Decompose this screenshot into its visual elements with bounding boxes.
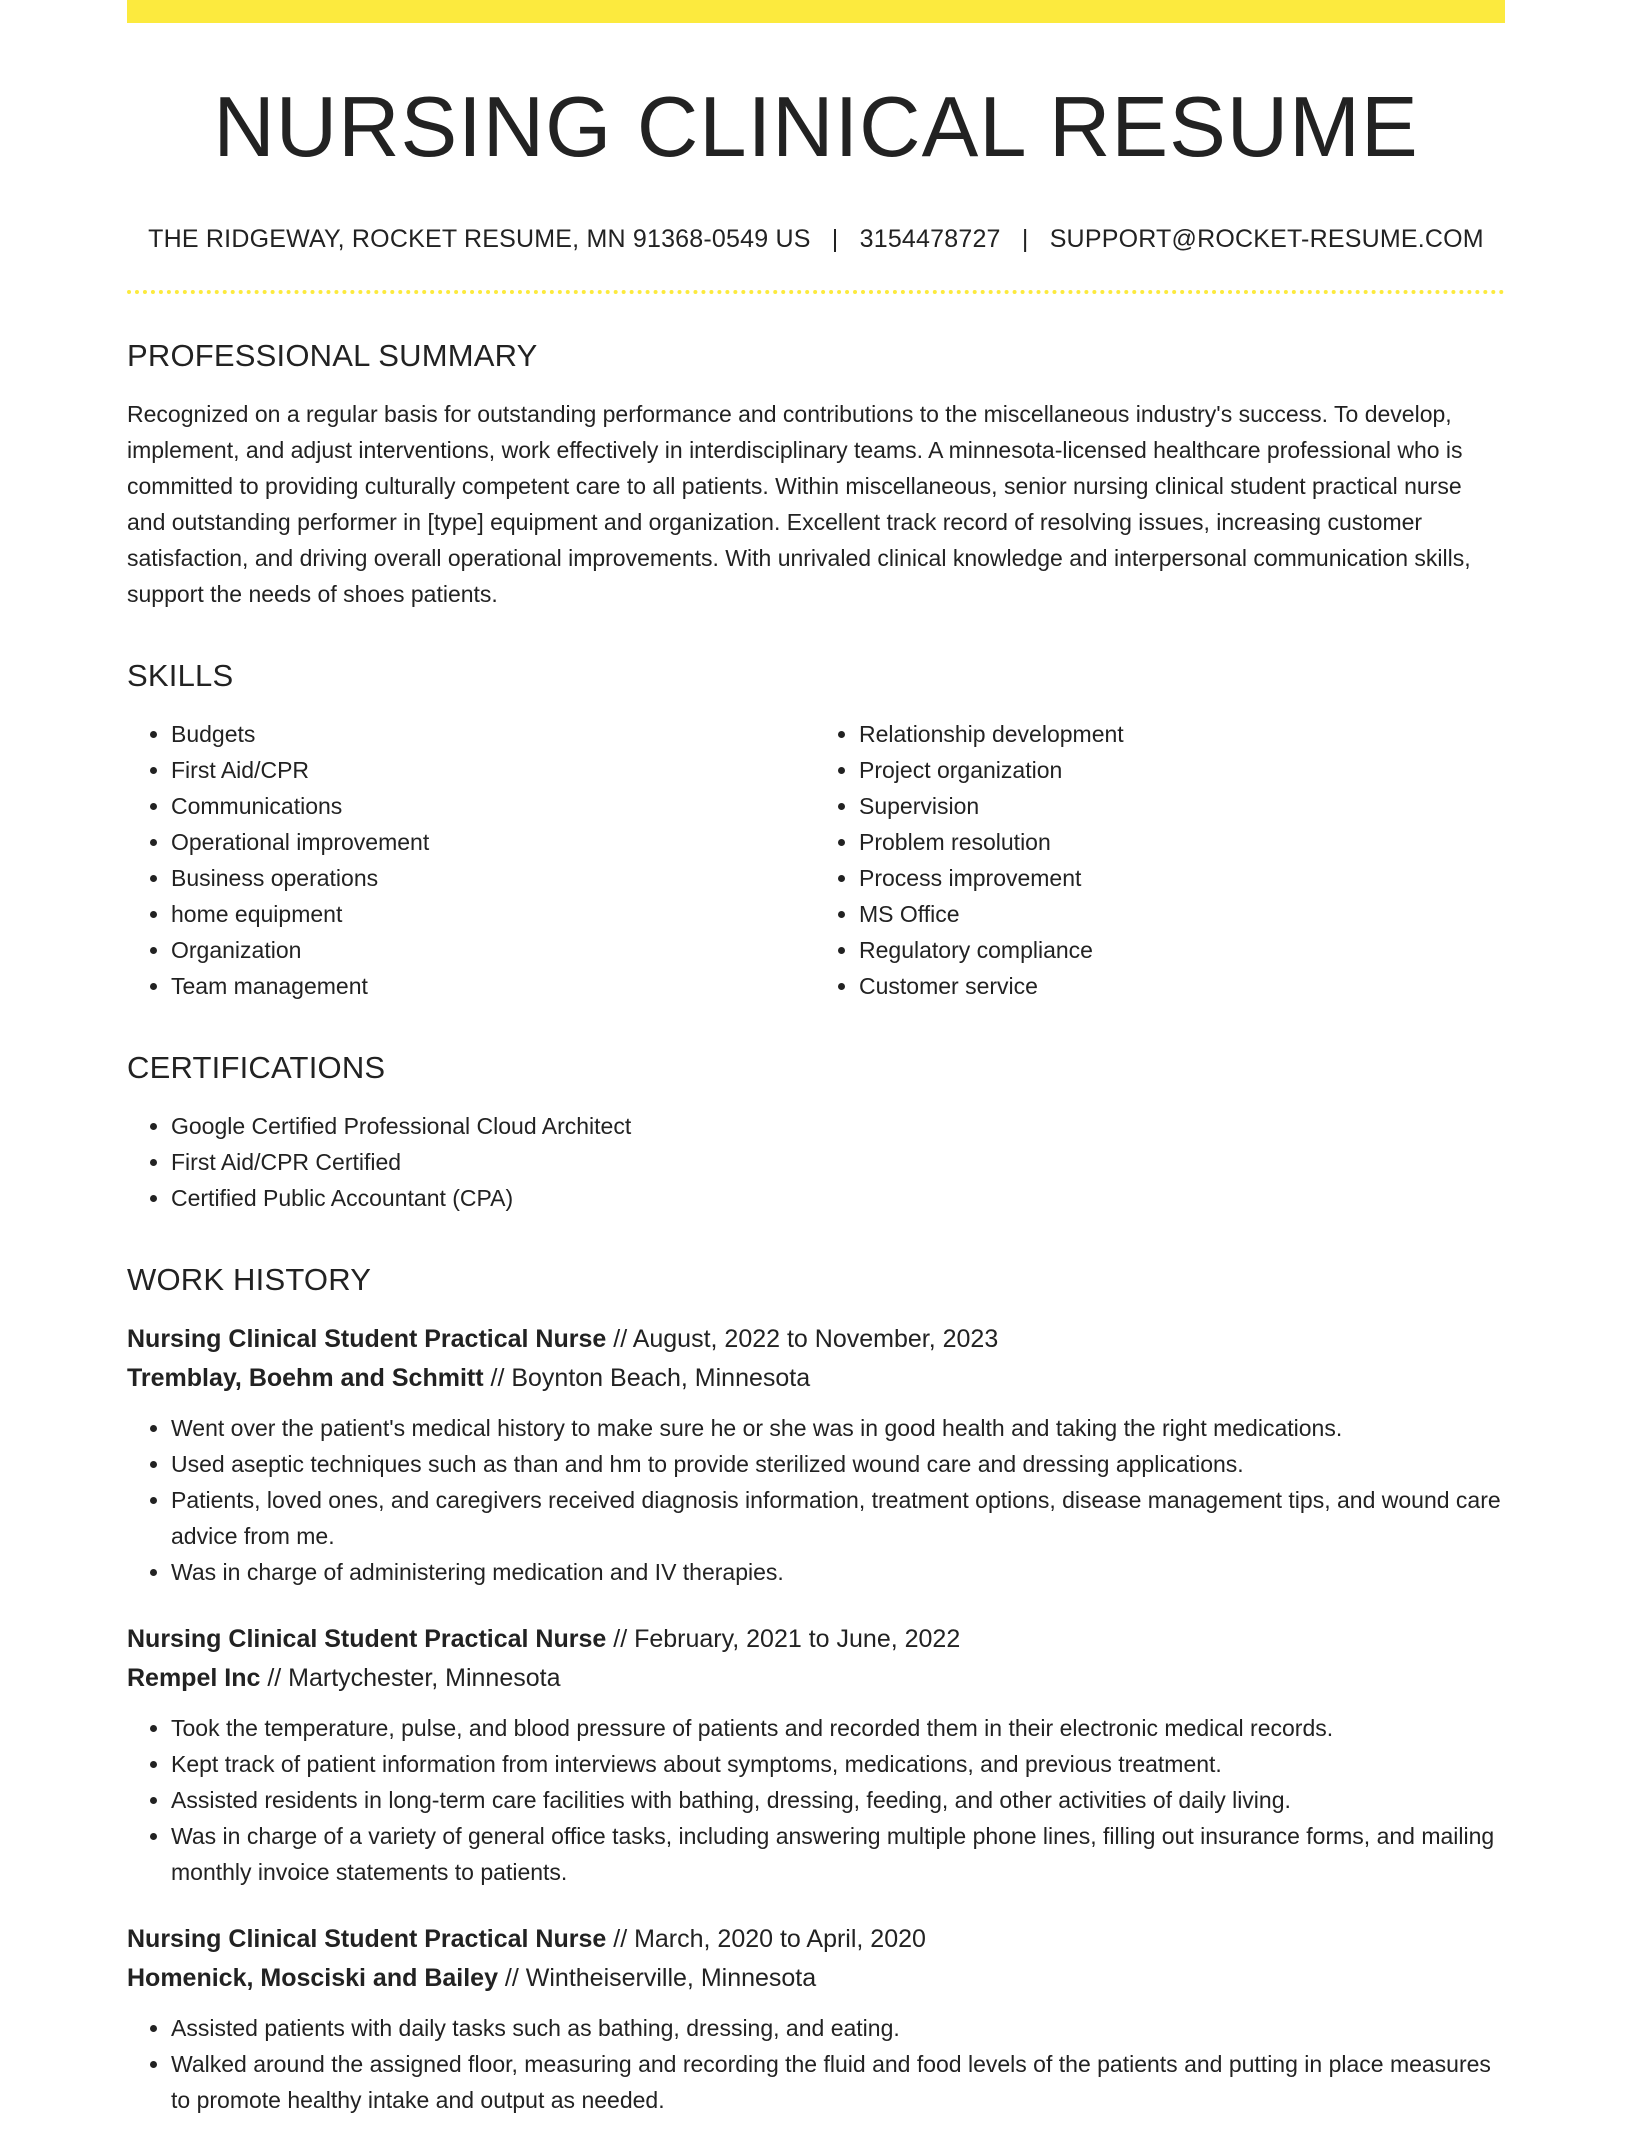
contact-separator: | (831, 224, 839, 253)
skill-item: • First Aid/CPR (171, 752, 816, 788)
job-location: // Martychester, Minnesota (260, 1663, 561, 1692)
skill-item: • home equipment (171, 896, 816, 932)
job-company-line (127, 1359, 1505, 1398)
job-title-line (127, 1920, 1505, 1959)
job-title: Nursing Clinical Student Practical Nurse (127, 1924, 607, 1953)
skill-item: • Team management (171, 968, 816, 1004)
skills-list (127, 716, 1505, 1004)
job-entry (127, 1920, 1505, 2118)
skill-item: • Project organization (859, 752, 1505, 788)
certification-item: • Google Certified Professional Cloud Architect (171, 1108, 1505, 1144)
job-bullet: • Assisted residents in long-term care facilities with bathing, dressing, feeding, and other activities of daily living. (171, 1782, 1505, 1818)
job-company-line (127, 1659, 1505, 1698)
job-bullet: • Was in charge of a variety of general office tasks, including answering multiple phone lines, filling out insurance forms, and mailing monthly invoice statements to patients. (171, 1818, 1505, 1890)
job-title-line (127, 1620, 1505, 1659)
skill-item: • Supervision (859, 788, 1505, 824)
skill-item: • Business operations (171, 860, 816, 896)
skills-column-left (127, 716, 816, 1004)
job-entry (127, 1620, 1505, 1890)
job-company: Tremblay, Boehm and Schmitt (127, 1363, 484, 1392)
job-dates: // March, 2020 to April, 2020 (606, 1924, 926, 1953)
contact-phone: 3154478727 (859, 224, 1001, 253)
skill-item: • Organization (171, 932, 816, 968)
job-entry (127, 1320, 1505, 1590)
job-title: Nursing Clinical Student Practical Nurse (127, 1324, 607, 1353)
job-dates: // February, 2021 to June, 2022 (606, 1624, 961, 1653)
job-bullet: • Kept track of patient information from interviews about symptoms, medications, and previous treatment. (171, 1746, 1505, 1782)
work-history-heading: WORK HISTORY (127, 1261, 372, 1297)
job-bullet: • Walked around the assigned floor, measuring and recording the fluid and food levels of the patients and putting in place measures to promote healthy intake and output as needed. (171, 2046, 1505, 2118)
skills-column-right (816, 716, 1505, 1004)
skills-heading: SKILLS (127, 657, 234, 693)
dotted-divider (127, 290, 1505, 294)
contact-separator: | (1021, 224, 1029, 253)
job-bullet: • Used aseptic techniques such as than and hm to provide sterilized wound care and dressing applications. (171, 1446, 1505, 1482)
certifications-list (127, 1108, 1505, 1216)
contact-address: THE RIDGEWAY, ROCKET RESUME, MN 91368-0549 US (148, 224, 811, 253)
job-bullet: • Patients, loved ones, and caregivers received diagnosis information, treatment options, disease management tips, and wound care advice from me. (171, 1482, 1505, 1554)
skill-item: • Relationship development (859, 716, 1505, 752)
contact-email: SUPPORT@ROCKET-RESUME.COM (1049, 224, 1484, 253)
job-location: // Boynton Beach, Minnesota (483, 1363, 811, 1392)
job-location: // Wintheiserville, Minnesota (497, 1963, 817, 1992)
resume-title: NURSING CLINICAL RESUME (213, 80, 1419, 175)
resume-page (127, 0, 1505, 2148)
job-bullet: • Was in charge of administering medication and IV therapies. (171, 1554, 1505, 1590)
skill-item: • Budgets (171, 716, 816, 752)
job-bullets (127, 1710, 1505, 1890)
job-bullet: • Went over the patient's medical history to make sure he or she was in good health and taking the right medications. (171, 1410, 1505, 1446)
job-title: Nursing Clinical Student Practical Nurse (127, 1624, 607, 1653)
job-bullets (127, 2010, 1505, 2118)
certification-item: • Certified Public Accountant (CPA) (171, 1180, 1505, 1216)
skill-item: • Operational improvement (171, 824, 816, 860)
job-company: Rempel Inc (127, 1663, 261, 1692)
accent-top-bar (127, 0, 1505, 23)
job-bullet: • Took the temperature, pulse, and blood pressure of patients and recorded them in their electronic medical records. (171, 1710, 1505, 1746)
job-dates: // August, 2022 to November, 2023 (606, 1324, 999, 1353)
certification-item: • First Aid/CPR Certified (171, 1144, 1505, 1180)
skill-item: • Regulatory compliance (859, 932, 1505, 968)
skill-item: • Process improvement (859, 860, 1505, 896)
summary-text: Recognized on a regular basis for outstanding performance and contributions to the miscellaneous industry's success. To develop, implement, and adjust interventions, work effectively in interdisciplinary teams. A minnesota-licensed healthcare professional who is committed to providing culturally competent care to all patients. Within miscellaneous, senior nursing clinical student practical nurse and outstanding performer in [type] equipment and organization. Excellent track record of resolving issues, increasing customer satisfaction, and driving overall operational improvements. With unrivaled clinical knowledge and interpersonal communication skills, support the needs of shoes patients. (127, 400, 1471, 607)
skill-item: • Problem resolution (859, 824, 1505, 860)
contact-line (127, 225, 1505, 254)
skill-item: • MS Office (859, 896, 1505, 932)
job-bullet: • Assisted patients with daily tasks such as bathing, dressing, and eating. (171, 2010, 1505, 2046)
job-bullets (127, 1410, 1505, 1590)
certifications-heading: CERTIFICATIONS (127, 1049, 386, 1085)
job-company-line (127, 1959, 1505, 1998)
summary-heading: PROFESSIONAL SUMMARY (127, 337, 538, 373)
job-company: Homenick, Mosciski and Bailey (127, 1963, 498, 1992)
skill-item: • Customer service (859, 968, 1505, 1004)
skill-item: • Communications (171, 788, 816, 824)
job-title-line (127, 1320, 1505, 1359)
